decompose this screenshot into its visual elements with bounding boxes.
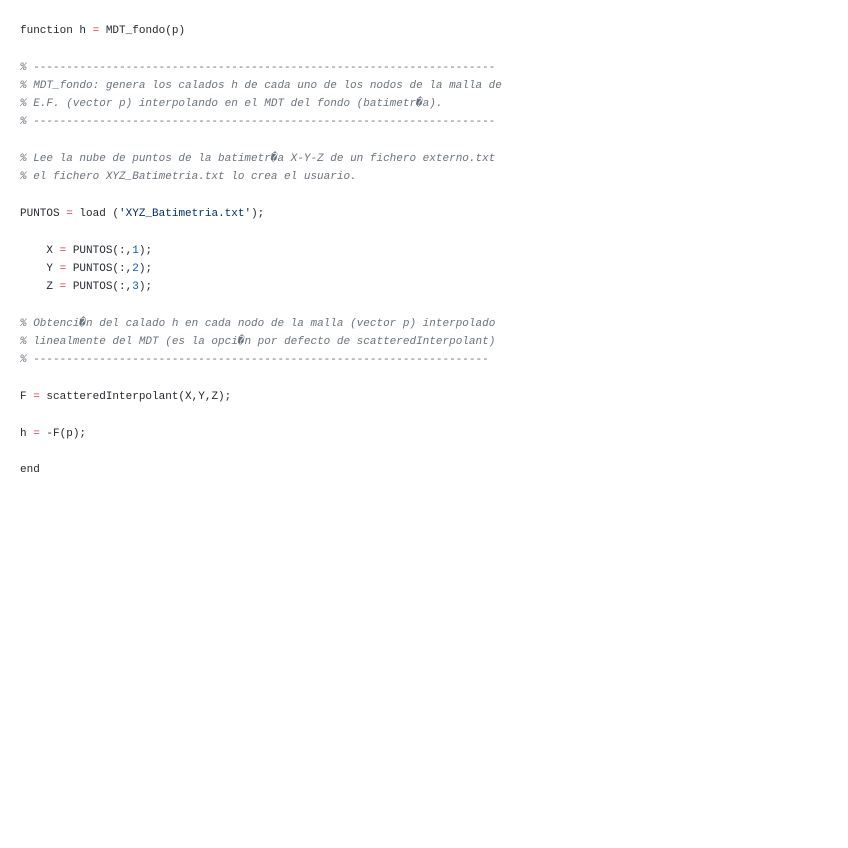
code-line: [20, 278, 502, 296]
comment-line: % Lee la nube de puntos de la batimetr�a X-Y-Z de un fichero externo.txt: [20, 153, 496, 166]
blank-line: [20, 296, 502, 314]
keyword: end: [20, 464, 40, 477]
comment-line: % linealmente del MDT (es la opci�n por defecto de scatteredInterpolant): [20, 336, 496, 349]
operator: =: [33, 390, 40, 403]
keyword: function: [20, 25, 73, 37]
code-text: PUNTOS(:,: [66, 281, 133, 294]
blank-line: [20, 443, 502, 461]
code-text: );: [251, 207, 265, 220]
code-line: [20, 242, 502, 260]
code-text: PUNTOS(:,: [66, 262, 133, 275]
operator: =: [59, 244, 67, 257]
code-text: );: [138, 262, 153, 275]
blank-line: [20, 223, 502, 241]
code-text: X: [20, 244, 60, 257]
code-text: load (: [72, 207, 120, 220]
code-line: [20, 260, 502, 278]
code-text: PUNTOS(:,: [66, 244, 133, 257]
code-text: Y: [20, 262, 60, 275]
number-literal: 2: [132, 262, 139, 275]
code-text: scatteredInterpolant(X,Y,Z);: [39, 390, 232, 403]
code-line: [20, 22, 502, 40]
code-line: [20, 388, 502, 406]
comment-line: % ----------------------------------------------------------------------: [20, 116, 496, 129]
comment-line: % Obtenci�n del calado h en cada nodo de la malla (vector p) interpolado: [20, 317, 496, 330]
code-text: );: [138, 281, 153, 294]
code-text: PUNTOS: [20, 207, 67, 220]
operator: =: [92, 25, 100, 37]
blank-line: [20, 370, 502, 388]
comment-line: % E.F. (vector p) interpolando en el MDT del fondo (batimetr�a).: [20, 98, 443, 111]
code-editor: [20, 22, 502, 479]
operator: =: [59, 262, 67, 275]
comment-line: % MDT_fondo: genera los calados h de cada uno de los nodos de la malla de: [20, 79, 502, 92]
code-text: MDT_fondo(p): [99, 25, 186, 37]
comment-line: % ---------------------------------------------------------------------: [20, 354, 489, 367]
blank-line: [20, 406, 502, 424]
string-literal: 'XYZ_Batimetria.txt': [119, 207, 252, 220]
code-text: h: [20, 427, 34, 440]
code-text: -F(p);: [39, 427, 87, 440]
code-line: [20, 461, 502, 479]
number-literal: 1: [132, 244, 139, 257]
comment-line: % el fichero XYZ_Batimetria.txt lo crea el usuario.: [20, 171, 357, 184]
operator: =: [59, 281, 67, 294]
code-text: );: [138, 244, 153, 257]
comment-line: % ----------------------------------------------------------------------: [20, 61, 496, 74]
blank-line: [20, 40, 502, 58]
blank-line: [20, 132, 502, 150]
code-text: Z: [20, 281, 60, 294]
code-text: F: [20, 390, 34, 403]
operator: =: [33, 427, 40, 440]
number-literal: 3: [132, 281, 139, 294]
code-line: [20, 425, 502, 443]
code-line: [20, 205, 502, 223]
code-text: h: [72, 25, 93, 37]
blank-line: [20, 187, 502, 205]
operator: =: [66, 207, 73, 220]
